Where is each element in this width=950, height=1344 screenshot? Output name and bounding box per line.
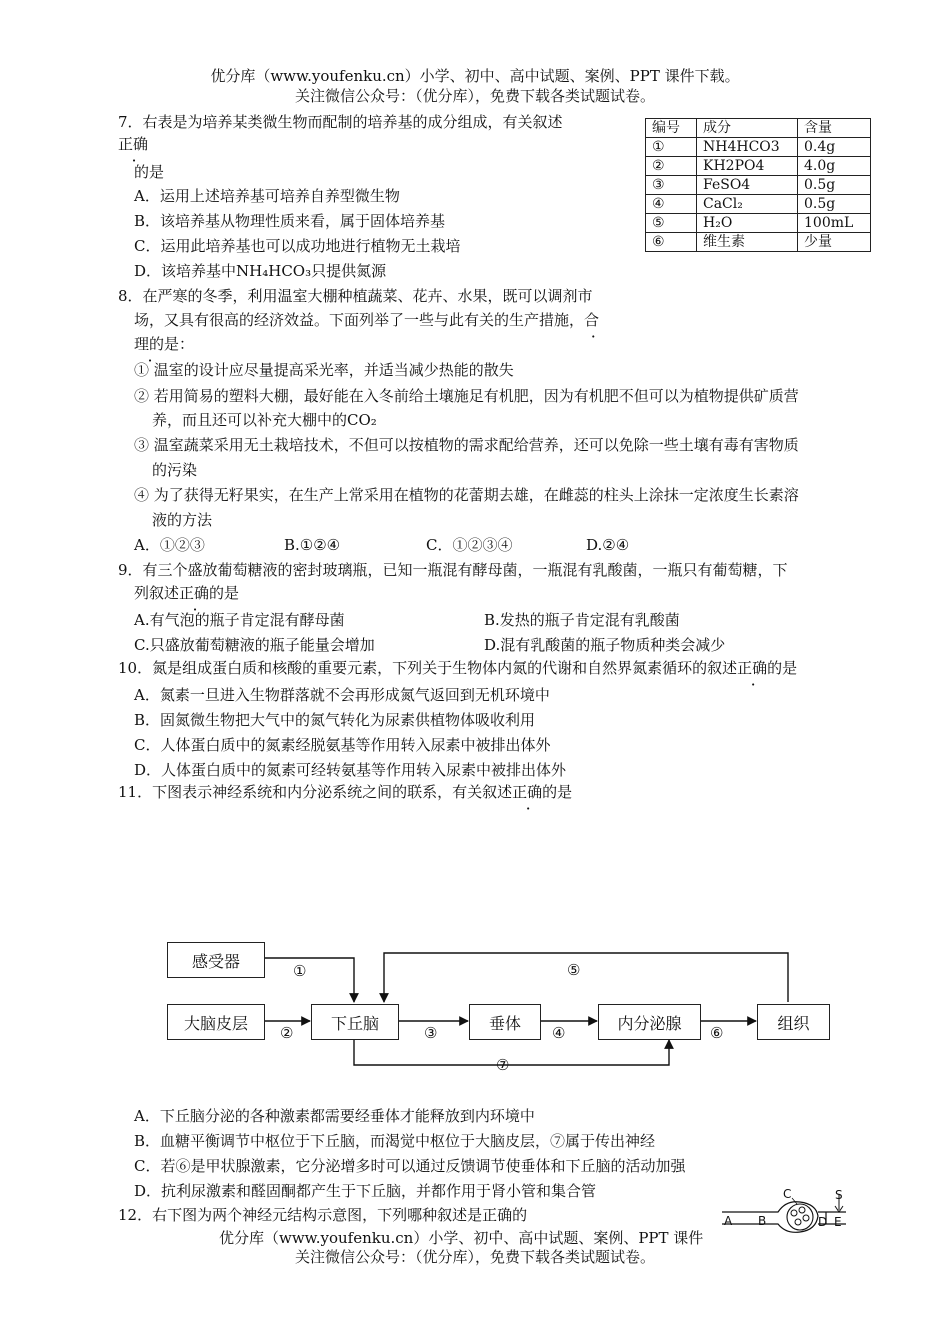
q8-item-4: ④ 为了获得无籽果实，在生产上常采用在植物的花蕾期去雄，在雌蕊的柱头上涂抹一定浓度生长素溶 xyxy=(134,486,799,504)
q9-option-d: D.混有乳酸菌的瓶子物质种类会减少 xyxy=(484,636,726,654)
table-cell: 少量 xyxy=(798,233,871,252)
table-cell: ⑥ xyxy=(646,233,697,252)
q9-option-a: A.有气泡的瓶子肯定混有酵母菌 xyxy=(134,611,345,629)
q7-option-a: A．运用上述培养基可培养自养型微生物 xyxy=(134,187,400,205)
footer-line-1: 优分库（www.youfenku.cn）小学、初中、高中试题、案例、PPT 课件 xyxy=(219,1229,704,1247)
q8-item-1: ① 温室的设计应尽量提高采光率，并适当减少热能的散失 xyxy=(134,361,514,379)
q9-stem-text: 的是 xyxy=(209,584,240,602)
q7-option-c: C．运用此培养基也可以成功地进行植物无土栽培 xyxy=(134,237,461,255)
fig-label-c: C xyxy=(783,1187,792,1201)
q12-emphasis: 正确 xyxy=(482,1206,513,1224)
q8-item-2-cont: 养，而且还可以补充大棚中的CO₂ xyxy=(152,411,377,429)
q10-option-a: A．氮素一旦进入生物群落就不会再形成氮气返回到无机环境中 xyxy=(134,686,550,704)
footer-line-2: 关注微信公众号：（优分库），免费下载各类试题试卷。 xyxy=(294,1248,655,1266)
fig-label-d: D xyxy=(818,1215,828,1229)
label-5: ⑤ xyxy=(567,961,581,979)
table-cell: ④ xyxy=(646,195,697,214)
q11-option-a: A．下丘脑分泌的各种激素都需要经垂体才能释放到内环境中 xyxy=(134,1107,535,1125)
q8-option-a: A．①②③ xyxy=(134,536,205,554)
table-cell: H₂O xyxy=(697,214,798,233)
table-header-cell: 含量 xyxy=(798,119,871,138)
q8-option-b: B.①②④ xyxy=(284,536,341,554)
label-3: ③ xyxy=(424,1024,438,1042)
q9-stem-line-1: 9．有三个盛放葡萄糖液的密封玻璃瓶，已知一瓶混有酵母菌，一瓶混有乳酸菌，一瓶只有葡萄糖，下 xyxy=(118,561,788,579)
q11-stem-text: 的是 xyxy=(542,783,573,801)
table-cell: FeSO4 xyxy=(697,176,798,195)
q11-option-d: D．抗利尿激素和醛固酮都产生于下丘脑，并都作用于肾小管和集合管 xyxy=(134,1182,597,1200)
neuron-figure xyxy=(720,1182,870,1254)
q9-option-c: C.只盛放葡萄糖液的瓶子能量会增加 xyxy=(134,636,375,654)
table-cell: ② xyxy=(646,157,697,176)
table-cell: 维生素 xyxy=(697,233,798,252)
label-6: ⑥ xyxy=(710,1024,724,1042)
label-7: ⑦ xyxy=(496,1056,510,1074)
q8-stem-text: 场，又具有很高的经济效益。下面列举了一些与此有关的生产措施， xyxy=(134,311,585,329)
q8-item-2: ② 若用简易的塑料大棚，最好能在入冬前给土壤施足有机肥，因为有机肥不但可以为植物提供矿质营 xyxy=(134,387,799,405)
q11-emphasis: 正确 xyxy=(512,783,543,801)
table-cell: NH4HCO3 xyxy=(697,138,798,157)
q12-stem-text: 的 xyxy=(512,1206,528,1224)
q11-option-b: B．血糖平衡调节中枢位于下丘脑，而渴觉中枢位于大脑皮层，⑦属于传出神经 xyxy=(134,1132,656,1150)
table-cell: 0.5g xyxy=(798,195,871,214)
q8-emphasis-1: 合 xyxy=(584,311,600,329)
table-cell: 0.4g xyxy=(798,138,871,157)
q10-emphasis: 正确 xyxy=(737,659,768,677)
q10-option-d: D．人体蛋白质中的氮素可经转氨基等作用转入尿素中被排出体外 xyxy=(134,761,567,779)
fig-label-b: B xyxy=(758,1214,767,1228)
q8-stem-text: 是： xyxy=(164,335,195,353)
fig-label-s: S xyxy=(835,1188,843,1202)
table-cell: 100mL xyxy=(798,214,871,233)
box-hypothalamus: 下丘脑 xyxy=(311,1004,399,1040)
box-cerebral-cortex: 大脑皮层 xyxy=(167,1004,265,1040)
box-receptor: 感受器 xyxy=(167,942,265,978)
q8-emphasis-2: 理的 xyxy=(134,335,165,353)
q8-option-c: C．①②③④ xyxy=(426,536,513,554)
table-cell: ⑤ xyxy=(646,214,697,233)
table-header-cell: 编号 xyxy=(646,119,697,138)
q8-stem-line-1: 8．在严寒的冬季，利用温室大棚种植蔬菜、花卉、水果，既可以调剂市 xyxy=(118,287,593,305)
q7-stem-line-1: 7．右表是为培养某类微生物而配制的培养基的成分组成，有关叙述 xyxy=(118,113,563,131)
q11-stem-text: 11．下图表示神经系统和内分泌系统之间的联系，有关叙述 xyxy=(118,783,513,801)
q9-emphasis: 正确 xyxy=(179,584,210,602)
q12-stem xyxy=(118,1205,527,1225)
header-line-2: 关注微信公众号：（优分库），免费下载各类试题试卷。 xyxy=(294,87,655,105)
arrow-5 xyxy=(384,953,788,1002)
arrow-1 xyxy=(265,958,354,1002)
label-4: ④ xyxy=(552,1024,566,1042)
q10-option-c: C．人体蛋白质中的氮素经脱氨基等作用转入尿素中被排出体外 xyxy=(134,736,551,754)
q10-stem-text: 的是 xyxy=(767,659,798,677)
q11-option-c: C．若⑥是甲状腺激素，它分泌增多时可以通过反馈调节使垂体和下丘脑的活动加强 xyxy=(134,1157,686,1175)
q10-stem-text: 10．氮是组成蛋白质和核酸的重要元素，下列关于生物体内氮的代谢和自然界氮素循环的叙述 xyxy=(118,659,738,677)
fig-label-e: E xyxy=(834,1215,842,1229)
q12-stem-text: 12．右下图为两个神经元结构示意图，下列哪种叙述是 xyxy=(118,1206,483,1224)
box-endocrine-gland: 内分泌腺 xyxy=(598,1004,701,1040)
q7-option-b: B．该培养基从物理性质来看，属于固体培养基 xyxy=(134,212,446,230)
label-2: ② xyxy=(280,1024,294,1042)
fig-label-a: A xyxy=(724,1214,733,1228)
label-1: ① xyxy=(293,962,307,980)
q7-option-d: D．该培养基中NH₄HCO₃只提供氮源 xyxy=(134,262,387,280)
q9-option-b: B.发热的瓶子肯定混有乳酸菌 xyxy=(484,611,680,629)
table-cell: ③ xyxy=(646,176,697,195)
table-header-cell: 成分 xyxy=(697,119,798,138)
table-cell: 4.0g xyxy=(798,157,871,176)
q7-stem-line-3: 的是 xyxy=(134,163,165,181)
arrow-7 xyxy=(354,1040,669,1065)
q8-item-3-cont: 的污染 xyxy=(152,461,198,479)
table-cell: ① xyxy=(646,138,697,157)
header-line-1: 优分库（www.youfenku.cn）小学、初中、高中试题、案例、PPT 课件下载。 xyxy=(210,67,740,85)
table-cell: 0.5g xyxy=(798,176,871,195)
table-cell: KH2PO4 xyxy=(697,157,798,176)
q9-stem-text: 列叙述 xyxy=(134,584,180,602)
q10-option-b: B．固氮微生物把大气中的氮气转化为尿素供植物体吸收利用 xyxy=(134,711,536,729)
q7-emphasis: 正确 xyxy=(118,135,149,153)
q8-option-d: D.②④ xyxy=(586,536,630,554)
table-cell: CaCl₂ xyxy=(697,195,798,214)
q8-item-3: ③ 温室蔬菜采用无土栽培技术，不但可以按植物的需求配给营养，还可以免除一些土壤有毒有害物质 xyxy=(134,436,799,454)
q8-item-4-cont: 液的方法 xyxy=(152,511,213,529)
box-pituitary: 垂体 xyxy=(469,1004,541,1040)
box-tissue: 组织 xyxy=(757,1004,830,1040)
